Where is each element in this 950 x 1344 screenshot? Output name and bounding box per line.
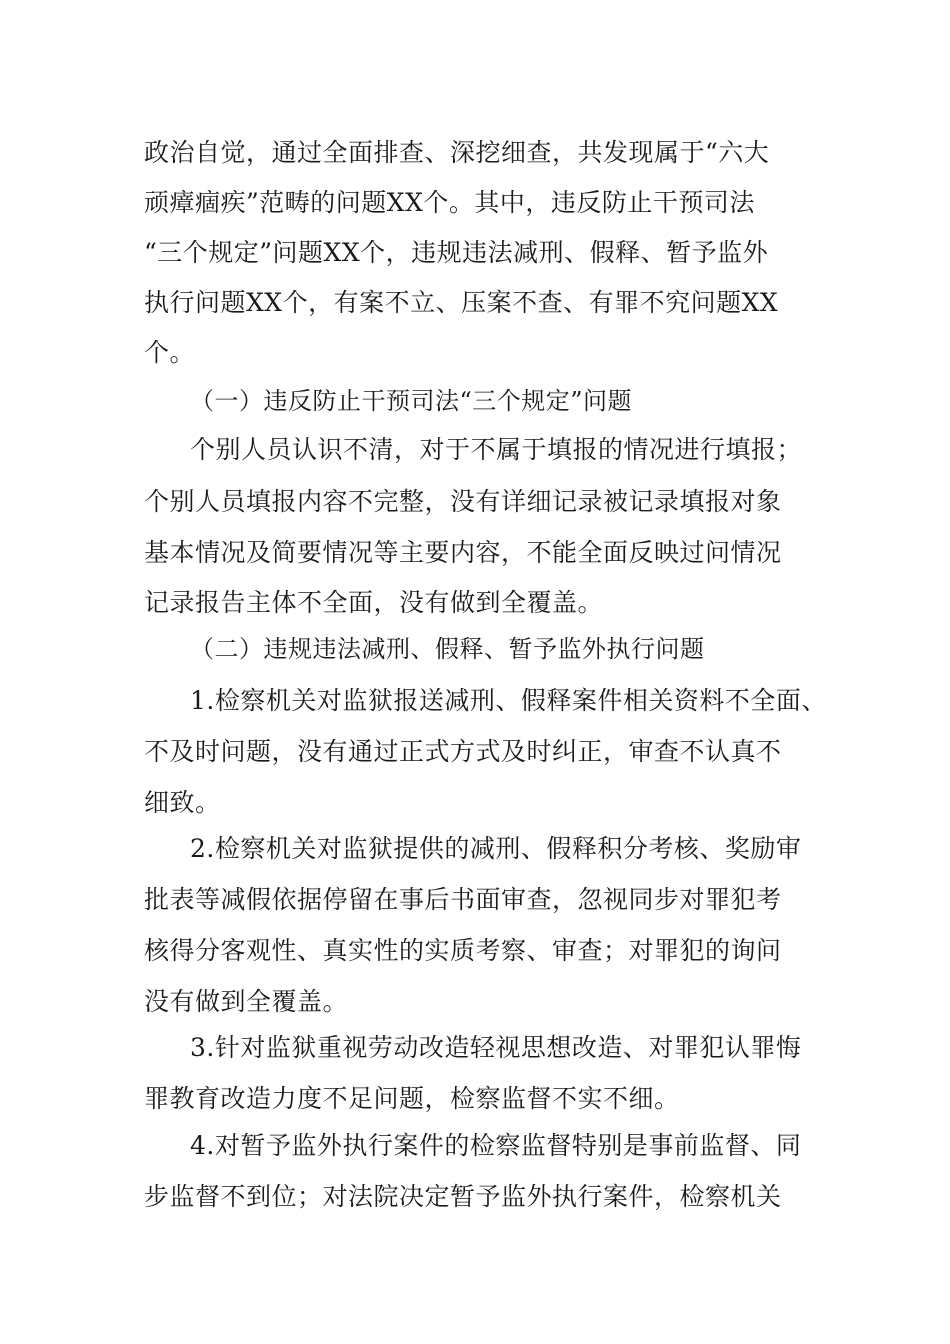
text-line: 执行问题XX个，有案不立、压案不查、有罪不究问题XX — [144, 288, 779, 317]
text-line: 没有做到全覆盖。 — [144, 987, 349, 1016]
list-item-4: 4.对暂予监外执行案件的检察监督特别是事前监督、同 — [190, 1131, 802, 1160]
list-item-2: 2.检察机关对监狱提供的减刑、假释积分考核、奖励审 — [190, 834, 802, 863]
text-line: 步监督不到位；对法院决定暂予监外执行案件，检察机关 — [144, 1182, 782, 1211]
text-line: 个。 — [144, 338, 196, 367]
section-heading-1: （一）违反防止干预司法“三个规定”问题 — [190, 387, 633, 415]
text-line: 批表等减假依据停留在事后书面审查，忽视同步对罪犯考 — [144, 885, 782, 914]
text-line: 记录报告主体不全面，没有做到全覆盖。 — [144, 588, 604, 617]
text-line: 不及时问题，没有通过正式方式及时纠正，审查不认真不 — [144, 737, 782, 766]
paragraph-line: 个别人员认识不清，对于不属于填报的情况进行填报； — [190, 435, 803, 464]
text-line: “三个规定”问题XX个，违规违法减刑、假释、暂予监外 — [144, 238, 769, 267]
text-line: 罪教育改造力度不足问题，检察监督不实不细。 — [144, 1084, 680, 1113]
text-line: 细致。 — [144, 788, 221, 817]
text-line: 顽瘴痼疾”范畴的问题XX个。其中，违反防止干预司法 — [144, 188, 755, 217]
text-line: 个别人员填报内容不完整，没有详细记录被记录填报对象 — [144, 487, 782, 516]
list-item-3: 3.针对监狱重视劳动改造轻视思想改造、对罪犯认罪悔 — [190, 1033, 802, 1062]
text-line: 政治自觉，通过全面排查、深挖细查，共发现属于“六大 — [144, 138, 770, 167]
text-line: 基本情况及简要情况等主要内容，不能全面反映过问情况 — [144, 538, 782, 567]
section-heading-2: （二）违规违法减刑、假释、暂予监外执行问题 — [190, 635, 705, 663]
text-line: 核得分客观性、真实性的实质考察、审查；对罪犯的询问 — [144, 936, 782, 965]
list-item-1: 1.检察机关对监狱报送减刑、假释案件相关资料不全面、 — [190, 686, 827, 715]
